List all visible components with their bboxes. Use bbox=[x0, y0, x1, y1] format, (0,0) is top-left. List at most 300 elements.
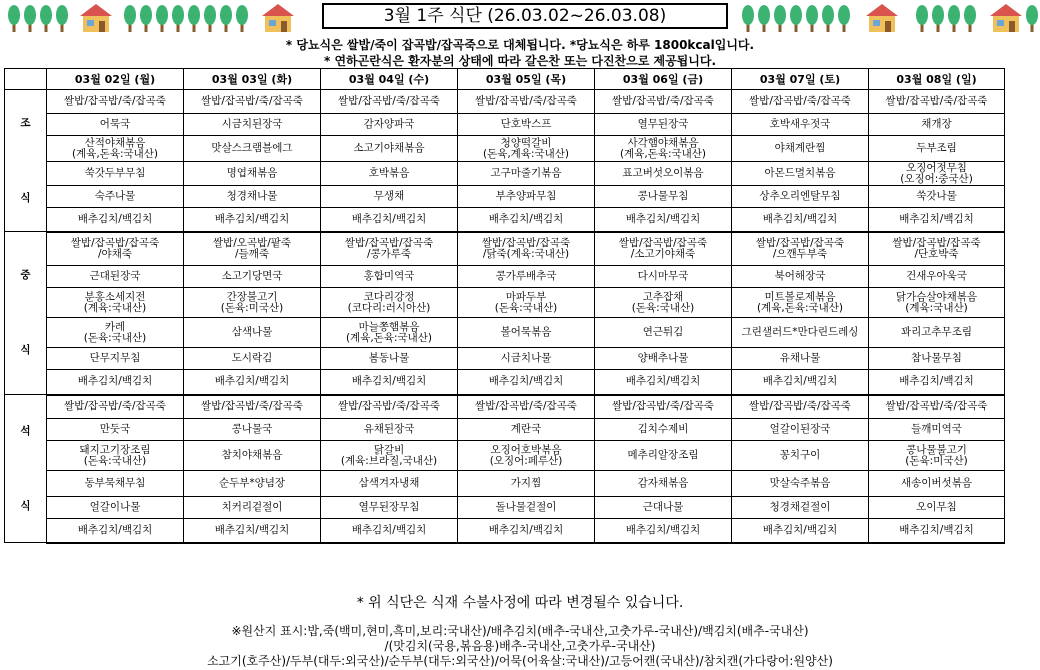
menu-item-text: 쌀밥/잡곡밥/죽/잡곡죽 bbox=[749, 95, 851, 107]
menu-cell bbox=[458, 114, 595, 136]
menu-item-text: /으깬두부죽 bbox=[772, 247, 828, 260]
menu-item-text: 맛살스크램블에그 bbox=[211, 142, 293, 154]
menu-cell bbox=[732, 232, 869, 266]
menu-item-text: 배추김치/백김치 bbox=[351, 523, 427, 536]
menu-item-text: 배추김치/백김치 bbox=[488, 375, 564, 388]
menu-cell bbox=[869, 90, 1005, 114]
day-header: 03월 03일 (화) bbox=[184, 69, 321, 90]
menu-item-text: 볼어묵볶음 bbox=[500, 326, 552, 338]
menu-item-text: 건새우아욱국 bbox=[906, 270, 967, 282]
meal-label-bottom: 식 bbox=[20, 344, 31, 356]
menu-cell bbox=[869, 471, 1005, 497]
menu-item-text: 쌀밥/잡곡밥/죽/잡곡죽 bbox=[64, 95, 166, 107]
menu-cell bbox=[595, 370, 732, 395]
menu-cell bbox=[321, 186, 458, 208]
menu-cell bbox=[184, 186, 321, 208]
menu-item-text: 콩나물국 bbox=[231, 423, 273, 435]
menu-cell bbox=[595, 90, 732, 114]
menu-item-text: 맛살숙주볶음 bbox=[769, 477, 831, 489]
menu-item-text: 고구마줄기볶음 bbox=[490, 167, 562, 179]
menu-item-text: 유채나물 bbox=[779, 352, 821, 364]
meal-label-bottom: 식 bbox=[20, 499, 31, 512]
tree-icon bbox=[916, 5, 928, 32]
menu-item-text: 감자양파국 bbox=[363, 118, 415, 130]
menu-cell bbox=[184, 208, 321, 232]
notice-diabetic: * 당뇨식은 쌀밥/죽이 잡곡밥/잡곡죽으로 대체됩니다. *당뇨식은 하루 1800kcal입니다. bbox=[285, 38, 755, 52]
menu-cell bbox=[595, 441, 732, 471]
menu-cell bbox=[47, 318, 184, 348]
menu-cell bbox=[184, 318, 321, 348]
menu-cell bbox=[732, 136, 869, 162]
house-icon bbox=[990, 4, 1022, 32]
menu-cell bbox=[595, 266, 732, 288]
menu-cell bbox=[184, 441, 321, 471]
corner-cell bbox=[5, 69, 47, 90]
menu-cell bbox=[732, 162, 869, 186]
menu-row bbox=[5, 497, 1005, 519]
notice-dysphagia: * 연하곤란식은 환자분의 상태에 따라 갈은찬 또는 다진찬으로 제공됩니다. bbox=[323, 54, 717, 68]
menu-item-text: 배추김치/백김치 bbox=[77, 375, 153, 388]
menu-item-text: 치커리겉절이 bbox=[221, 501, 283, 513]
tree-icon bbox=[806, 5, 818, 32]
menu-cell bbox=[732, 208, 869, 232]
menu-item-text: 배추김치/백김치 bbox=[899, 212, 974, 225]
menu-cell bbox=[321, 471, 458, 497]
menu-item-text: 배추김치/백김치 bbox=[625, 375, 701, 388]
menu-cell bbox=[47, 370, 184, 395]
menu-row bbox=[5, 441, 1005, 471]
tree-icon bbox=[948, 5, 960, 32]
tree-icon bbox=[140, 5, 152, 32]
menu-cell bbox=[184, 266, 321, 288]
day-header: 03월 07일 (토) bbox=[732, 69, 869, 90]
menu-row bbox=[5, 288, 1005, 318]
menu-item-text: 쌀밥/잡곡밥/잡곡죽 bbox=[344, 236, 434, 249]
menu-cell bbox=[732, 370, 869, 395]
menu-cell bbox=[869, 441, 1005, 471]
menu-item-text: 부추양파무침 bbox=[495, 190, 557, 202]
tree-icon bbox=[56, 5, 68, 32]
menu-cell bbox=[321, 266, 458, 288]
menu-cell bbox=[47, 232, 184, 266]
menu-cell bbox=[47, 114, 184, 136]
menu-item-text: 두부조림 bbox=[916, 142, 957, 154]
menu-item-text: 분홍소세지전 bbox=[84, 290, 146, 303]
menu-item-text: 배추김치/백김치 bbox=[488, 212, 564, 225]
menu-item-text: (돈육:국내산) bbox=[83, 331, 147, 344]
menu-item-text: (오징어:중국산) bbox=[900, 172, 973, 185]
menu-item-text: (오징어:페루산) bbox=[489, 454, 563, 467]
menu-item-text: 배추김치/백김치 bbox=[762, 212, 838, 225]
menu-item-text: 소고기당면국 bbox=[221, 270, 283, 282]
menu-cell bbox=[184, 519, 321, 543]
menu-item-text: 콩나물불고기 bbox=[906, 443, 967, 456]
menu-cell bbox=[869, 519, 1005, 543]
menu-item-text: 청양떡갈비 bbox=[500, 136, 552, 149]
tree-icon bbox=[932, 5, 944, 32]
menu-item-text: 삼색나물 bbox=[231, 326, 273, 338]
menu-item-text: 그린샐러드*만다린드레싱 bbox=[741, 326, 859, 338]
menu-item-text: 마파두부 bbox=[505, 290, 547, 303]
tree-icon bbox=[188, 5, 200, 32]
menu-item-text: 야채계란찜 bbox=[774, 142, 826, 154]
menu-item-text: /야채죽 bbox=[98, 247, 132, 260]
menu-item-text: (돈육:미국산) bbox=[220, 301, 284, 314]
menu-cell bbox=[458, 208, 595, 232]
house-icon bbox=[262, 4, 294, 32]
menu-cell bbox=[595, 519, 732, 543]
menu-row bbox=[5, 208, 1005, 232]
menu-item-text: 쌀밥/오곡밥/팥죽 bbox=[212, 236, 292, 249]
menu-cell bbox=[869, 162, 1005, 186]
menu-cell bbox=[184, 419, 321, 441]
menu-row bbox=[5, 370, 1005, 395]
menu-item-text: 청경채겉절이 bbox=[769, 501, 831, 513]
menu-item-text: 배추김치/백김치 bbox=[899, 375, 974, 388]
menu-cell bbox=[869, 497, 1005, 519]
meal-label-top: 조 bbox=[20, 116, 31, 129]
menu-item-text: 배추김치/백김치 bbox=[488, 523, 564, 536]
menu-item-text: 쌀밥/잡곡밥/죽/잡곡죽 bbox=[338, 400, 440, 413]
menu-item-text: 삼색겨자냉채 bbox=[358, 477, 420, 489]
menu-item-text: 호박새우젓국 bbox=[769, 118, 831, 130]
origin-line-2: /(맛김치(국용,볶음용)배추-국내산,고춧가루-국내산) bbox=[384, 639, 656, 653]
house-icon bbox=[866, 4, 898, 32]
tree-icon bbox=[742, 5, 754, 32]
menu-item-text: 꽁치구이 bbox=[779, 449, 821, 461]
menu-item-text: 채개장 bbox=[921, 118, 952, 130]
menu-cell bbox=[595, 162, 732, 186]
menu-item-text: /콩가루죽 bbox=[366, 247, 412, 260]
tree-icon bbox=[774, 5, 786, 32]
menu-cell bbox=[458, 162, 595, 186]
menu-item-text: 오징어젓무침 bbox=[906, 161, 967, 174]
menu-cell bbox=[184, 136, 321, 162]
menu-item-text: 사각햄야채볶음 bbox=[627, 136, 699, 149]
menu-cell bbox=[47, 348, 184, 370]
menu-cell bbox=[732, 441, 869, 471]
menu-item-text: 돼지고기장조림 bbox=[79, 443, 151, 456]
menu-cell bbox=[869, 419, 1005, 441]
menu-cell bbox=[595, 208, 732, 232]
menu-item-text: 무생채 bbox=[373, 190, 405, 202]
menu-item-text: 소고기야채볶음 bbox=[353, 142, 425, 154]
menu-cell bbox=[184, 90, 321, 114]
menu-item-text: 오이무침 bbox=[916, 501, 957, 513]
menu-cell bbox=[732, 90, 869, 114]
menu-cell bbox=[732, 497, 869, 519]
menu-cell bbox=[732, 266, 869, 288]
menu-cell bbox=[321, 348, 458, 370]
tree-icon bbox=[204, 5, 216, 32]
menu-item-text: 단호박스프 bbox=[500, 118, 552, 130]
menu-cell bbox=[47, 266, 184, 288]
menu-item-text: 아몬드멸치볶음 bbox=[764, 167, 836, 179]
menu-cell bbox=[458, 519, 595, 543]
menu-item-text: 쌀밥/잡곡밥/죽/잡곡죽 bbox=[475, 95, 577, 107]
menu-cell bbox=[184, 232, 321, 266]
menu-row bbox=[5, 90, 1005, 114]
menu-item-text: 배추김치/백김치 bbox=[625, 523, 701, 536]
menu-cell bbox=[732, 114, 869, 136]
menu-item-text: (돈육:미국산) bbox=[905, 454, 968, 467]
menu-cell bbox=[458, 288, 595, 318]
menu-cell bbox=[732, 395, 869, 419]
menu-row bbox=[5, 395, 1005, 419]
page-title: 3월 1주 식단 (26.03.02~26.03.08) bbox=[322, 3, 728, 29]
origin-line-1: ※원산지 표시:밥,죽(백미,현미,흑미,보리:국내산)/배추김치(배추-국내산,고춧가루-국내산)/백김치(배추-국내산) bbox=[231, 624, 809, 638]
menu-item-text: 쌀밥/잡곡밥/죽/잡곡죽 bbox=[64, 400, 166, 413]
menu-cell bbox=[595, 395, 732, 419]
menu-cell bbox=[732, 519, 869, 543]
menu-row bbox=[5, 318, 1005, 348]
menu-cell bbox=[458, 186, 595, 208]
menu-cell bbox=[321, 162, 458, 186]
menu-cell bbox=[47, 471, 184, 497]
menu-cell bbox=[595, 318, 732, 348]
menu-item-text: 마늘쫑햄볶음 bbox=[358, 320, 420, 333]
tree-icon bbox=[40, 5, 52, 32]
menu-item-text: 순두부*양념장 bbox=[218, 477, 286, 489]
menu-cell bbox=[47, 419, 184, 441]
menu-cell bbox=[869, 186, 1005, 208]
menu-cell bbox=[458, 471, 595, 497]
menu-item-text: 배추김치/백김치 bbox=[214, 375, 290, 388]
tree-icon bbox=[964, 5, 976, 32]
menu-item-text: /소고기야채죽 bbox=[630, 247, 696, 260]
menu-item-text: 배추김치/백김치 bbox=[77, 212, 153, 225]
menu-cell bbox=[47, 395, 184, 419]
meal-label-bottom: 식 bbox=[20, 191, 31, 204]
menu-row bbox=[5, 186, 1005, 208]
menu-item-text: 쌀밥/잡곡밥/죽/잡곡죽 bbox=[475, 400, 577, 413]
menu-cell bbox=[47, 90, 184, 114]
menu-item-text: (돈육:국내산) bbox=[494, 301, 558, 314]
decoration-left bbox=[0, 0, 318, 34]
menu-cell bbox=[184, 288, 321, 318]
tree-icon bbox=[758, 5, 770, 32]
menu-cell bbox=[869, 348, 1005, 370]
day-header: 03월 02일 (월) bbox=[47, 69, 184, 90]
menu-cell bbox=[321, 288, 458, 318]
menu-item-text: 메추리알장조림 bbox=[627, 449, 699, 461]
menu-item-text: 쌀밥/잡곡밥/잡곡죽 bbox=[481, 236, 571, 249]
menu-item-text: 동부묵채무침 bbox=[84, 477, 146, 489]
menu-cell bbox=[458, 497, 595, 519]
tree-icon bbox=[790, 5, 802, 32]
menu-row bbox=[5, 471, 1005, 497]
origin-line-3: 소고기(호주산)/두부(대두:외국산)/순두부(대두:외국산)/어묵(어육살:국내산)/고등어캔(국내산)/참치캔(가다랑어:원양산) bbox=[207, 654, 833, 668]
menu-cell bbox=[47, 208, 184, 232]
menu-item-text: 쌀밥/잡곡밥/잡곡죽 bbox=[892, 236, 981, 249]
day-header: 03월 04일 (수) bbox=[321, 69, 458, 90]
meal-label bbox=[5, 395, 47, 543]
menu-item-text: 참치야채볶음 bbox=[221, 449, 283, 461]
menu-item-text: 홍합미역국 bbox=[363, 270, 415, 282]
menu-item-text: 배추김치/백김치 bbox=[214, 523, 290, 536]
menu-cell bbox=[869, 395, 1005, 419]
menu-cell bbox=[869, 318, 1005, 348]
menu-cell bbox=[595, 136, 732, 162]
day-header: 03월 08일 (일) bbox=[869, 69, 1005, 90]
menu-cell bbox=[321, 395, 458, 419]
menu-item-text: 쌀밥/잡곡밥/죽/잡곡죽 bbox=[201, 95, 303, 107]
menu-item-text: 오징어호박볶음 bbox=[490, 443, 562, 456]
menu-item-text: 쌀밥/잡곡밥/죽/잡곡죽 bbox=[885, 95, 988, 107]
menu-item-text: (돈육:국내산) bbox=[83, 454, 147, 467]
tree-icon bbox=[236, 5, 248, 32]
meal-label bbox=[5, 232, 47, 395]
menu-item-text: 쌀밥/잡곡밥/죽/잡곡죽 bbox=[885, 400, 988, 413]
tree-icon bbox=[124, 5, 136, 32]
menu-cell bbox=[184, 162, 321, 186]
menu-item-text: 미트볼로제볶음 bbox=[764, 290, 836, 303]
menu-cell bbox=[321, 208, 458, 232]
menu-row bbox=[5, 419, 1005, 441]
menu-cell bbox=[184, 471, 321, 497]
menu-item-text: (계육,돈육:국내산) bbox=[619, 147, 707, 160]
menu-item-text: (계육,돈육:국내산) bbox=[756, 301, 844, 314]
menu-item-text: (돈육,계육:국내산) bbox=[482, 147, 570, 160]
menu-item-text: 얼갈이나물 bbox=[89, 501, 141, 513]
menu-item-text: 간장불고기 bbox=[226, 290, 278, 303]
menu-item-text: 열무된장국 bbox=[637, 118, 689, 130]
menu-item-text: 양배추나물 bbox=[637, 352, 689, 364]
menu-cell bbox=[321, 136, 458, 162]
menu-cell bbox=[869, 114, 1005, 136]
change-notice: * 위 식단은 식재 수불사정에 따라 변경될수 있습니다. bbox=[356, 595, 684, 611]
menu-cell bbox=[321, 318, 458, 348]
menu-row bbox=[5, 348, 1005, 370]
menu-cell bbox=[595, 471, 732, 497]
menu-item-text: 연근튀김 bbox=[642, 326, 684, 338]
menu-item-text: 들깨미역국 bbox=[911, 423, 962, 435]
menu-cell bbox=[458, 441, 595, 471]
menu-cell bbox=[869, 136, 1005, 162]
menu-row bbox=[5, 136, 1005, 162]
menu-item-text: 계란국 bbox=[510, 423, 542, 435]
menu-cell bbox=[321, 370, 458, 395]
menu-cell bbox=[869, 208, 1005, 232]
menu-item-text: 봄동나물 bbox=[368, 352, 410, 364]
menu-item-text: 표고버섯오이볶음 bbox=[622, 167, 704, 179]
menu-cell bbox=[47, 441, 184, 471]
meal-label bbox=[5, 90, 47, 232]
menu-cell bbox=[869, 288, 1005, 318]
menu-cell bbox=[869, 370, 1005, 395]
tree-icon bbox=[838, 5, 850, 32]
menu-item-text: 쌀밥/잡곡밥/잡곡죽 bbox=[755, 236, 845, 249]
tree-icon bbox=[8, 5, 20, 32]
menu-cell bbox=[458, 419, 595, 441]
menu-item-text: 콩가루배추국 bbox=[495, 270, 557, 282]
menu-item-text: 단무지무침 bbox=[89, 352, 141, 364]
menu-cell bbox=[47, 136, 184, 162]
menu-item-text: 배추김치/백김치 bbox=[762, 375, 838, 388]
menu-item-text: 고추잡채 bbox=[642, 290, 684, 303]
menu-cell bbox=[458, 232, 595, 266]
menu-cell bbox=[458, 90, 595, 114]
menu-item-text: (계육,돈육:국내산) bbox=[345, 331, 433, 344]
menu-cell bbox=[321, 519, 458, 543]
menu-item-text: /닭죽(계육:국내산) bbox=[482, 247, 570, 260]
menu-item-text: (계육:국내산) bbox=[905, 301, 968, 314]
menu-row bbox=[5, 266, 1005, 288]
menu-cell bbox=[184, 395, 321, 419]
menu-item-text: 참나물무침 bbox=[911, 352, 962, 364]
menu-item-text: 배추김치/백김치 bbox=[351, 212, 427, 225]
menu-item-text: 쌀밥/잡곡밥/죽/잡곡죽 bbox=[612, 95, 714, 107]
menu-item-text: 쌀밥/잡곡밥/잡곡죽 bbox=[70, 236, 160, 249]
menu-item-text: 콩나물무침 bbox=[637, 190, 689, 202]
menu-cell bbox=[595, 288, 732, 318]
menu-cell bbox=[47, 288, 184, 318]
menu-item-text: 배추김치/백김치 bbox=[899, 523, 974, 536]
menu-cell bbox=[595, 232, 732, 266]
menu-item-text: 쑥갓나물 bbox=[916, 190, 957, 202]
menu-cell bbox=[869, 232, 1005, 266]
menu-item-text: 배추김치/백김치 bbox=[625, 212, 701, 225]
menu-cell bbox=[184, 348, 321, 370]
menu-item-text: (계육:브라질,국내산) bbox=[340, 454, 438, 467]
menu-cell bbox=[458, 348, 595, 370]
menu-item-text: 얼갈이된장국 bbox=[769, 423, 831, 435]
menu-item-text: 쑥갓두부무침 bbox=[84, 167, 146, 179]
menu-item-text: 꽈리고추무조림 bbox=[900, 326, 972, 338]
menu-item-text: 근대된장국 bbox=[89, 270, 141, 282]
menu-item-text: 북어해장국 bbox=[774, 270, 826, 282]
menu-item-text: 쌀밥/잡곡밥/죽/잡곡죽 bbox=[749, 400, 851, 413]
menu-item-text: (계육,돈육:국내산) bbox=[71, 147, 159, 160]
menu-cell bbox=[595, 497, 732, 519]
menu-item-text: 닭가슴살야채볶음 bbox=[895, 290, 978, 303]
menu-cell bbox=[458, 318, 595, 348]
menu-cell bbox=[732, 348, 869, 370]
menu-cell bbox=[732, 288, 869, 318]
menu-cell bbox=[732, 471, 869, 497]
menu-cell bbox=[321, 419, 458, 441]
tree-icon bbox=[220, 5, 232, 32]
menu-cell bbox=[321, 497, 458, 519]
menu-item-text: 카레 bbox=[104, 320, 126, 333]
menu-item-text: 시금치나물 bbox=[500, 352, 552, 364]
menu-cell bbox=[458, 266, 595, 288]
menu-table bbox=[4, 68, 1005, 544]
menu-cell bbox=[184, 114, 321, 136]
tree-icon bbox=[156, 5, 168, 32]
day-header: 03월 06일 (금) bbox=[595, 69, 732, 90]
menu-item-text: /들깨죽 bbox=[235, 247, 269, 260]
menu-item-text: 가지찜 bbox=[510, 477, 542, 489]
menu-item-text: 김치수제비 bbox=[637, 423, 689, 435]
menu-item-text: 닭갈비 bbox=[373, 443, 405, 456]
menu-cell bbox=[184, 370, 321, 395]
menu-cell bbox=[595, 348, 732, 370]
decoration-right bbox=[732, 0, 1040, 34]
menu-cell bbox=[321, 232, 458, 266]
meal-label-top: 석 bbox=[20, 424, 31, 437]
menu-cell bbox=[595, 186, 732, 208]
menu-cell bbox=[321, 441, 458, 471]
menu-item-text: 도시락김 bbox=[231, 352, 273, 364]
menu-item-text: 시금치된장국 bbox=[221, 118, 283, 130]
menu-row bbox=[5, 519, 1005, 543]
menu-item-text: 유채된장국 bbox=[363, 423, 415, 435]
menu-item-text: (계육:국내산) bbox=[83, 301, 147, 314]
menu-cell bbox=[47, 162, 184, 186]
menu-cell bbox=[595, 419, 732, 441]
tree-icon bbox=[172, 5, 184, 32]
